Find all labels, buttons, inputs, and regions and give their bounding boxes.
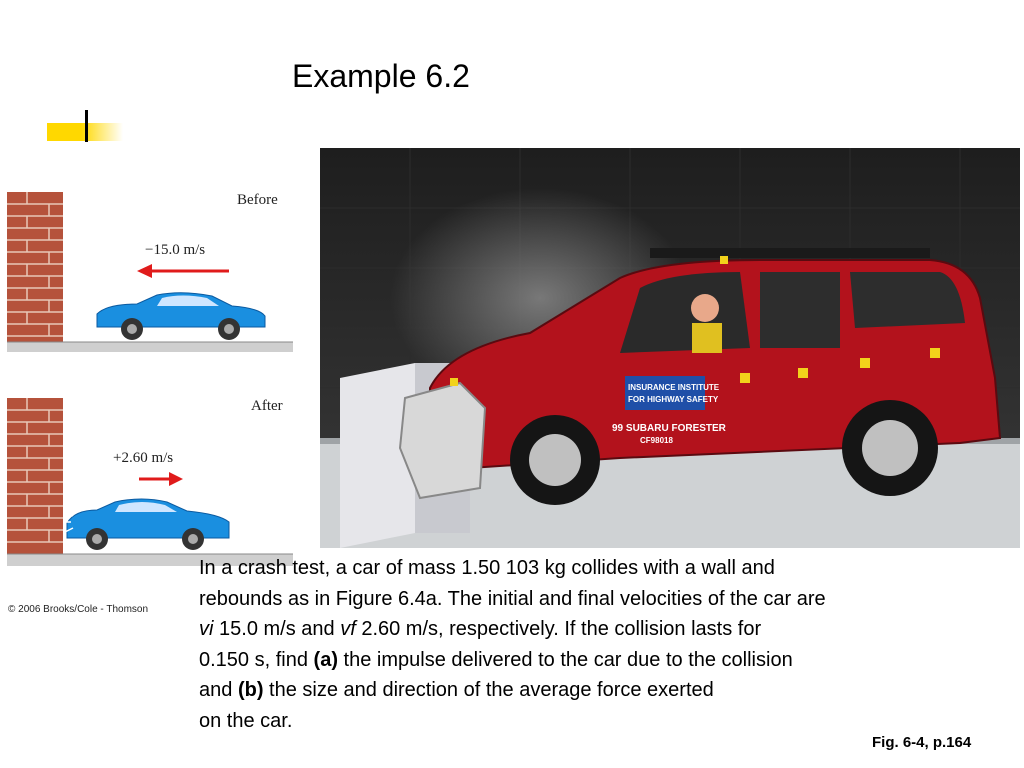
brick-wall-after xyxy=(7,398,63,554)
crash-test-illustration xyxy=(320,148,1020,548)
blue-car-after xyxy=(63,499,229,550)
diagram-before-panel xyxy=(7,192,293,362)
problem-line-5 xyxy=(199,675,1014,706)
part-b-label: (b) xyxy=(237,679,264,701)
after-illustration xyxy=(7,398,293,570)
before-label: Before xyxy=(237,192,278,208)
problem-statement xyxy=(199,553,1014,736)
problem-line-6: on the car. xyxy=(199,709,293,732)
part-a-label: (a) xyxy=(313,648,338,671)
velocity-arrow-left xyxy=(137,264,229,278)
slide-title: Example 6.2 xyxy=(292,58,470,94)
vf-value: 2.60 m/s, respectively. If the collision lasts for xyxy=(355,618,762,640)
brick-wall-before xyxy=(7,192,63,342)
line5-prefix: and xyxy=(199,679,238,701)
car-model-text: 99 SUBARU FORESTER xyxy=(612,423,726,434)
title-accent-line xyxy=(85,110,88,142)
after-label: After xyxy=(251,398,283,414)
banner-line-2: FOR HIGHWAY SAFETY xyxy=(628,395,719,404)
car-code-text: CF98018 xyxy=(640,436,673,445)
crash-test-photo xyxy=(320,148,1020,548)
banner-line-1: INSURANCE INSTITUTE xyxy=(628,383,720,392)
diagram-after-panel xyxy=(7,398,293,570)
figure-reference: Fig. 6-4, p.164 xyxy=(872,734,972,751)
vi-symbol: vi xyxy=(199,618,214,640)
before-illustration xyxy=(7,192,293,362)
problem-line-2: rebounds as in Figure 6.4a. The initial and final velocities of the car are xyxy=(199,587,826,610)
after-velocity-label: +2.60 m/s xyxy=(113,450,174,466)
ground-before xyxy=(7,342,293,352)
vf-symbol: vf xyxy=(340,618,356,640)
line4-prefix: 0.150 s, find xyxy=(199,648,314,671)
line5-suffix: the size and direction of the average force exerted xyxy=(263,679,714,701)
before-velocity-label: −15.0 m/s xyxy=(145,242,206,258)
copyright-credit: © 2006 Brooks/Cole - Thomson xyxy=(8,604,149,615)
vi-value: 15.0 m/s and xyxy=(213,618,341,640)
blue-car-before xyxy=(97,293,265,340)
line4-suffix: the impulse delivered to the car due to the collision xyxy=(337,648,793,671)
problem-line-4 xyxy=(199,645,1014,676)
problem-line-3 xyxy=(199,614,1014,645)
velocity-arrow-right xyxy=(139,472,183,486)
problem-line-1: In a crash test, a car of mass 1.50 103 kg collides with a wall and xyxy=(199,557,775,579)
